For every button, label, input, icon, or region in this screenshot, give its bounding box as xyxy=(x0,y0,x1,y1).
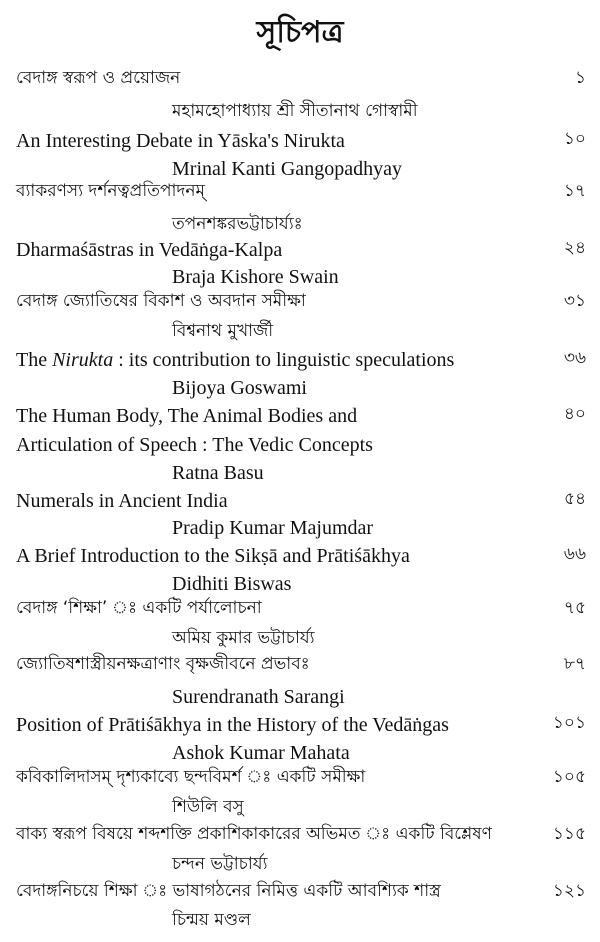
entry-author: Braja Kishore Swain xyxy=(172,266,339,288)
entry-page-number: ১০৫ xyxy=(552,767,586,787)
entry-title: বেদাঙ্গ জ্যোতিষের বিকাশ ও অবদান সমীক্ষা xyxy=(16,291,306,311)
entry-author: Pradip Kumar Majumdar xyxy=(172,517,374,539)
entry-title xyxy=(16,350,454,370)
entry-author: তপনশঙ্করভট্টাচার্য্যঃ xyxy=(172,214,303,234)
entry-title: বেদাঙ্গ ‘শিক্ষা’ ঃ একটি পর্যালোচনা xyxy=(16,598,262,618)
entry-title: An Interesting Debate in Yāska's Nirukta xyxy=(16,130,345,152)
entry-author: মহামহোপাধ্যায় শ্রী সীতানাথ গোস্বামী xyxy=(172,101,418,121)
entry-title-suffix: : its contribution to linguistic speculations xyxy=(113,349,455,371)
entry-title: A Brief Introduction to the Sikṣā and Prātiśākhya xyxy=(16,545,410,567)
entry-title-prefix: The xyxy=(16,349,53,371)
entry-author: শিউলি বসু xyxy=(172,797,244,817)
entry-title: Position of Prātiśākhya in the History of the Vedāṅgas xyxy=(16,714,449,736)
entry-title-line-2: Articulation of Speech : The Vedic Concepts xyxy=(16,434,373,456)
entry-author: অমিয় কুমার ভট্টাচার্য্য xyxy=(172,628,315,648)
entry-title: Numerals in Ancient India xyxy=(16,490,228,512)
page-title: সূচিপত্র xyxy=(256,15,344,50)
entry-page-number: ১০১ xyxy=(552,713,586,733)
entry-page-number: ৩১ xyxy=(563,291,586,311)
entry-author: চন্দন ভট্টাচার্য্য xyxy=(172,854,268,874)
entry-page-number: ১২১ xyxy=(552,881,586,901)
entry-page-number: ১০ xyxy=(563,129,586,149)
entry-page-number: ৭৫ xyxy=(563,598,586,618)
entry-title: কবিকালিদাসম্ দৃশ্যকাব্যে ছন্দবিমর্শ ঃ একটি সমীক্ষা xyxy=(16,767,366,787)
entry-author: Ratna Basu xyxy=(172,462,264,484)
entry-page-number: ৪০ xyxy=(563,404,586,424)
entry-page-number: ৩৬ xyxy=(563,348,586,368)
entry-author: বিশ্বনাথ মুখার্জী xyxy=(172,321,274,341)
entry-title: বাক্য স্বরূপ বিষয়ে শব্দশক্তি প্রকাশিকাকারের অভিমত ঃ একটি বিশ্লেষণ xyxy=(16,824,492,844)
entry-title: ব্যাকরণস্য দর্শনত্বপ্রতিপাদনম্ xyxy=(16,181,205,201)
entry-page-number: ৬৬ xyxy=(563,544,586,564)
entry-author: চিন্ময় মণ্ডল xyxy=(172,910,251,930)
entry-title: জ্যোতিষশাস্ত্রীয়নক্ষত্রাণাং বৃক্ষজীবনে প্রভাবঃ xyxy=(16,654,310,674)
entry-author: Bijoya Goswami xyxy=(172,377,307,399)
entry-page-number: ৮৭ xyxy=(563,654,586,674)
entry-title: বেদাঙ্গনিচয়ে শিক্ষা ঃ ভাষাগঠনের নিমিত্ত একটি আবশ্যিক শাস্ত্র xyxy=(16,881,441,901)
entry-title: বেদাঙ্গ স্বরূপ ও প্রয়োজন xyxy=(16,68,181,88)
entry-title-line-1: The Human Body, The Animal Bodies and xyxy=(16,405,358,427)
entry-page-number: ১৭ xyxy=(563,181,586,201)
entry-author: Ashok Kumar Mahata xyxy=(172,742,350,764)
entry-page-number: ১ xyxy=(574,68,586,88)
entry-title-italic: Nirukta xyxy=(52,349,114,371)
entry-page-number: ১১৫ xyxy=(552,824,586,844)
entry-author: Mrinal Kanti Gangopadhyay xyxy=(172,158,402,180)
entry-page-number: ৫৪ xyxy=(563,489,586,509)
entry-title: Dharmaśāstras in Vedāṅga-Kalpa xyxy=(16,239,283,261)
entry-author: Surendranath Sarangi xyxy=(172,686,345,708)
entry-author: Didhiti Biswas xyxy=(172,573,292,595)
entry-page-number: ২৪ xyxy=(563,238,586,258)
